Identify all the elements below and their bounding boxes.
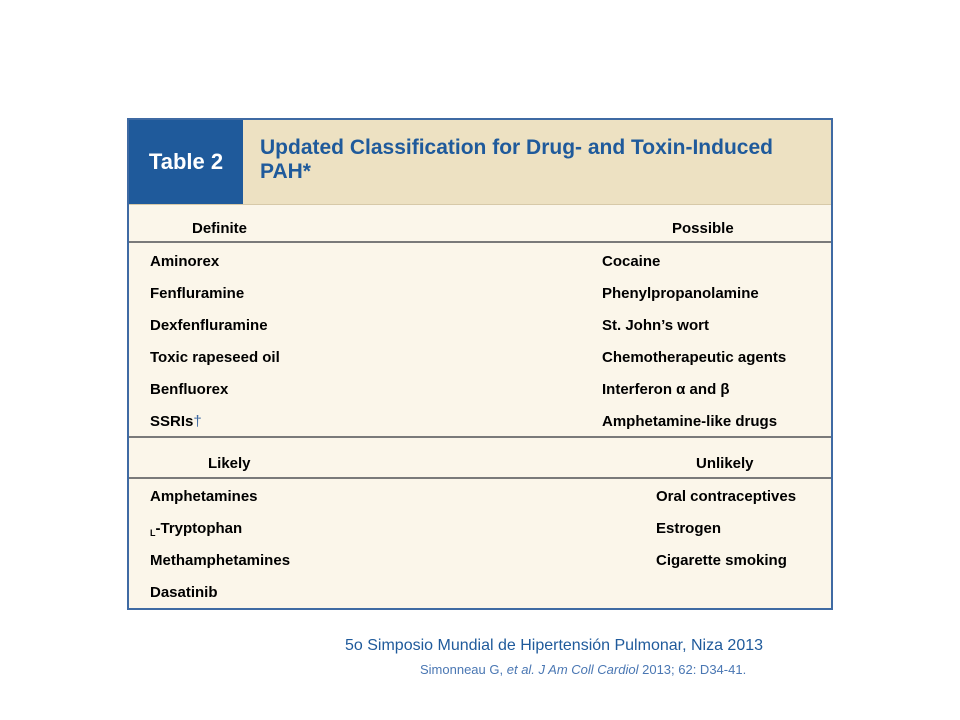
possible-item: St. John’s wort [602,317,709,334]
table-header [129,120,831,205]
table-row [129,310,831,342]
table-row [129,278,831,310]
event-caption: 5o Simposio Mundial de Hipertensión Pulmonar, Niza 2013 [345,637,764,654]
l-prefix: L [150,528,156,538]
unlikely-item: Cigarette smoking [656,552,787,569]
table-row [129,246,831,278]
citation-journal: J Am Coll Cardiol [538,662,639,677]
possible-item: Cocaine [602,253,661,270]
unlikely-item: Oral contraceptives [656,488,797,505]
table-row [129,513,831,545]
possible-item: Amphetamine-like drugs [602,413,778,430]
column-header-likely: Likely [208,455,251,472]
unlikely-item: Estrogen [656,520,722,537]
table-number-label: Table 2 [129,120,243,204]
definite-item [150,413,202,430]
table-title: Updated Classification for Drug- and Toxin-Induced PAH* [260,136,773,183]
possible-item: Interferon α and β [602,381,730,398]
likely-item: Amphetamines [150,488,258,505]
column-header-definite: Definite [192,220,248,237]
likely-item [150,520,242,538]
table-row [129,577,831,609]
possible-item: Chemotherapeutic agents [602,349,787,366]
definite-item: Benfluorex [150,381,229,398]
definite-item: Fenfluramine [150,285,245,302]
possible-item: Phenylpropanolamine [602,285,759,302]
column-header-possible: Possible [672,220,734,237]
table-row [129,342,831,374]
citation-authors: Simonneau G, [420,662,504,677]
footnote-dagger: † [193,413,202,430]
likely-item: Methamphetamines [150,552,291,569]
table-row [129,545,831,577]
section-header-likely-unlikely [129,445,831,481]
column-header-unlikely: Unlikely [696,455,754,472]
definite-item: Toxic rapeseed oil [150,349,280,366]
tryptophan-label: -Tryptophan [155,520,243,537]
citation-details: 2013; 62: D34-41. [642,662,747,677]
drug-classification-table [127,118,833,610]
ssris-label: SSRIs [150,413,194,430]
table-row [129,374,831,406]
divider [129,477,831,479]
table-row [129,481,831,513]
divider [129,241,831,243]
definite-item: Dexfenfluramine [150,317,268,334]
citation [420,662,746,677]
likely-item: Dasatinib [150,584,218,601]
citation-etal: et al. [506,662,535,677]
divider [129,436,831,438]
definite-item: Aminorex [150,253,220,270]
table-row [129,406,831,438]
